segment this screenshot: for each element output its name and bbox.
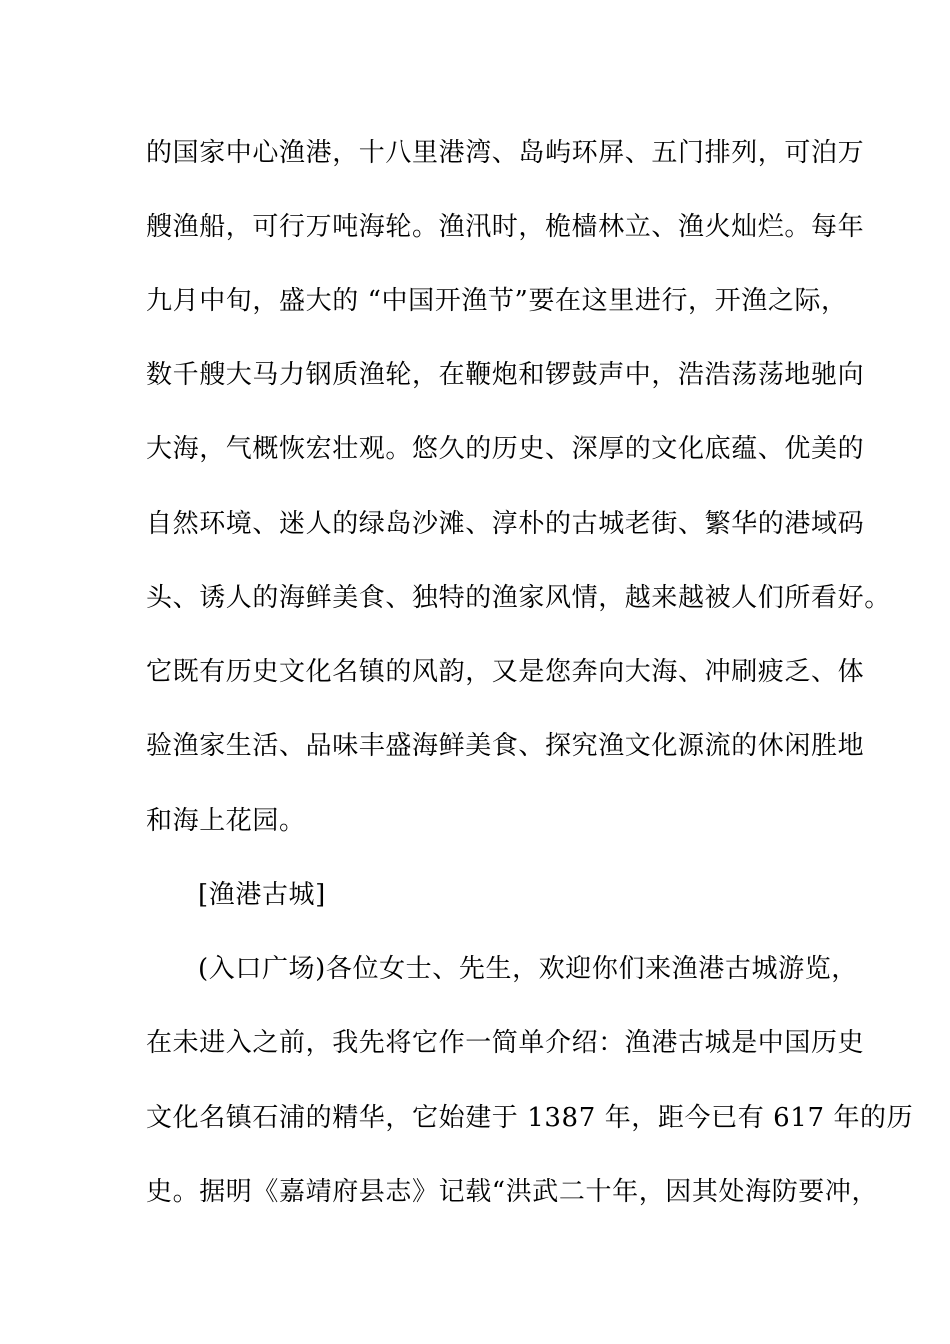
text-line: 在未进入之前，我先将它作一简单介绍：渔港古城是中国历史 (146, 1028, 865, 1058)
text-line: (入口广场)各位女士、先生，欢迎你们来渔港古城游览， (198, 954, 858, 984)
text-line: 九月中旬，盛大的 “中国开渔节”要在这里进行，开渔之际， (146, 286, 848, 316)
text-line: 艘渔船，可行万吨海轮。渔汛时，桅樯林立、渔火灿烂。每年 (146, 212, 865, 242)
text-line: 它既有历史文化名镇的风韵，又是您奔向大海、冲刷疲乏、体 (146, 657, 865, 687)
text-line: 验渔家生活、品味丰盛海鲜美食、探究渔文化源流的休闲胜地 (146, 731, 865, 761)
text-line: 文化名镇石浦的精华，它始建于 1387 年，距今已有 617 年的历 (146, 1103, 914, 1133)
text-line: 数千艘大马力钢质渔轮，在鞭炮和锣鼓声中，浩浩荡荡地驰向 (146, 360, 865, 390)
text-line: 大海，气概恢宏壮观。悠久的历史、深厚的文化底蕴、优美的 (146, 434, 865, 464)
text-line: 史。据明《嘉靖府县志》记载“洪武二十年，因其处海防要冲， (146, 1177, 879, 1207)
text-line: 头、诱人的海鲜美食、独特的渔家风情，越来越被人们所看好。 (146, 583, 891, 613)
text-line: 的国家中心渔港，十八里港湾、岛屿环屏、五门排列，可泊万 (146, 138, 865, 168)
section-heading: [渔港古城] (198, 880, 326, 910)
text-line: 和海上花园。 (146, 806, 306, 836)
text-line: 自然环境、迷人的绿岛沙滩、淳朴的古城老街、繁华的港域码 (146, 509, 865, 539)
